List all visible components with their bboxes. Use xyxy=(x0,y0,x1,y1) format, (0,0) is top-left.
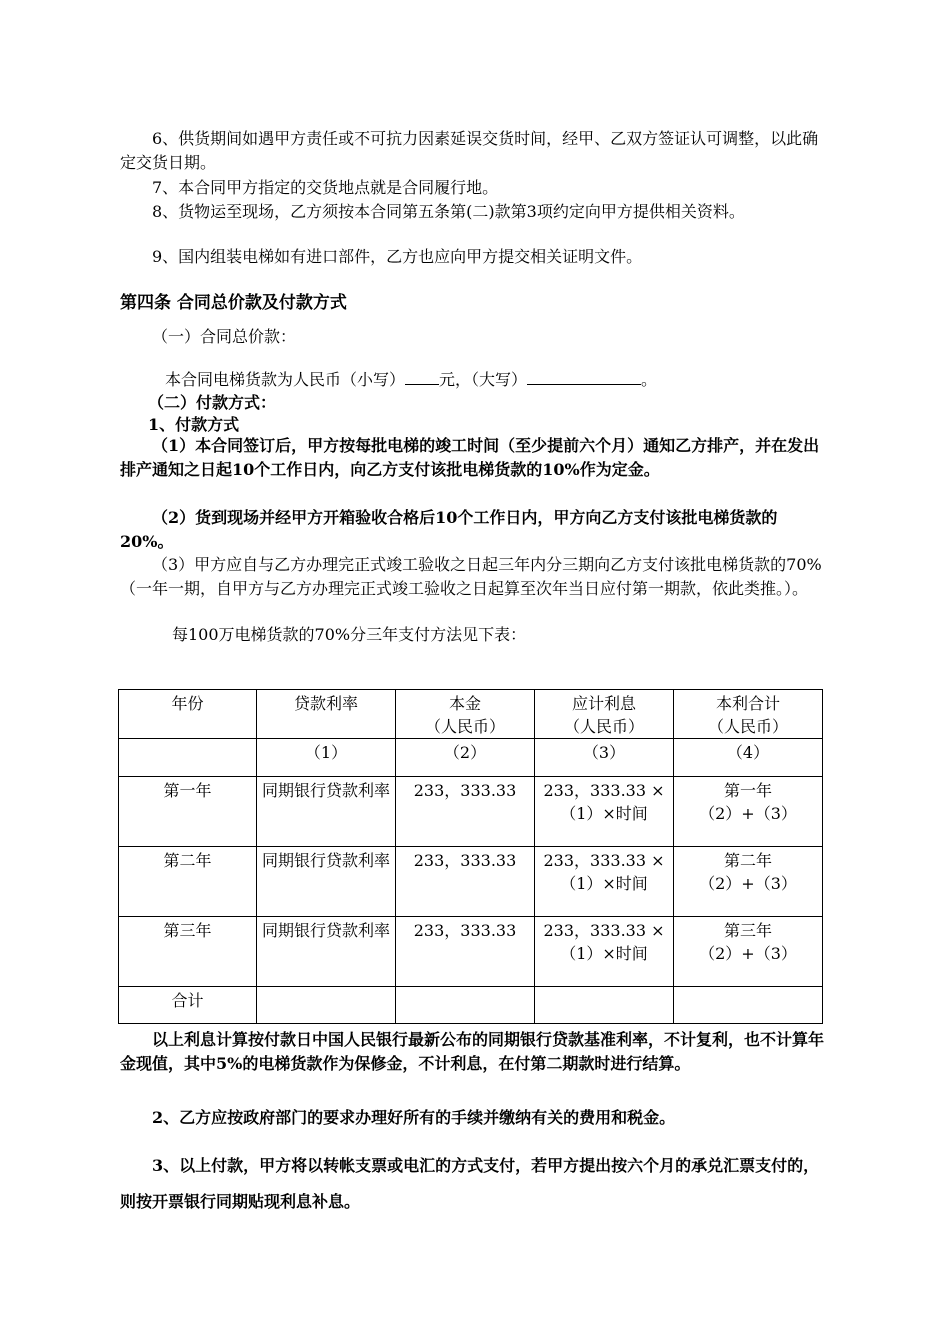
clause-item-8: 8、货物运至现场，乙方须按本合同第五条第(二)款第3项约定向甲方提供相关资料。 xyxy=(152,202,745,221)
code-cell: （2） xyxy=(396,739,535,777)
table-intro: 每100万电梯货款的70%分三年支付方法见下表： xyxy=(172,625,527,644)
table-cell: 233，333.33 xyxy=(396,917,535,987)
price-end: 。 xyxy=(641,370,658,389)
table-row xyxy=(119,777,823,847)
clause-item-9: 9、国内组装电梯如有进口部件，乙方也应向甲方提交相关证明文件。 xyxy=(152,247,643,266)
table-cell: 同期银行贷款利率 xyxy=(257,917,396,987)
table-cell: 233，333.33 xyxy=(396,847,535,917)
table-cell xyxy=(257,987,396,1024)
code-cell xyxy=(119,739,257,777)
section-total-price-heading: （一）合同总价款： xyxy=(152,327,297,346)
payment-term-2: （2）货到现场并经甲方开箱验收合格后10个工作日内，甲方向乙方支付该批电梯货款的20%。 xyxy=(120,508,778,551)
table-cell: 同期银行贷款利率 xyxy=(257,777,396,847)
clause-item-3: 3、以上付款，甲方将以转帐支票或电汇的方式支付，若甲方提出按六个月的承兑汇票支付的，则按开票银行同期贴现利息补息。 xyxy=(120,1156,820,1211)
code-cell: （3） xyxy=(535,739,674,777)
clause-item-2: 2、乙方应按政府部门的要求办理好所有的手续并缴纳有关的费用和税金。 xyxy=(152,1108,676,1127)
header-loan-rate: 贷款利率 xyxy=(257,690,396,739)
header-principal: 本金 （人民币） xyxy=(396,690,535,739)
table-cell: 第二年 xyxy=(119,847,257,917)
payment-schedule-table xyxy=(118,689,823,1024)
table-cell: 第三年 xyxy=(119,917,257,987)
code-cell: （1） xyxy=(257,739,396,777)
table-cell: 第一年 xyxy=(119,777,257,847)
table-cell xyxy=(535,987,674,1024)
price-prefix: 本合同电梯货款为人民币（小写） xyxy=(165,370,406,389)
price-statement xyxy=(165,366,805,392)
header-total: 本利合计 （人民币） xyxy=(674,690,823,739)
payment-term-3: （3）甲方应自与乙方办理完正式竣工验收之日起三年内分三期向乙方支付该批电梯货款的70%（一年一期，自甲方与乙方办理完正式竣工验收之日起算至次年当日应付第一期款，依此类推。）。 xyxy=(120,555,822,598)
amount-lowercase-blank xyxy=(405,366,439,385)
table-cell xyxy=(674,987,823,1024)
table-cell: 233，333.33 ×（1）×时间 xyxy=(535,917,674,987)
table-cell: 233，333.33 ×（1）×时间 xyxy=(535,777,674,847)
table-cell: 第一年 （2）+（3） xyxy=(674,777,823,847)
article-4-heading: 第四条 合同总价款及付款方式 xyxy=(120,293,347,313)
interest-note: 以上利息计算按付款日中国人民银行最新公布的同期银行贷款基准利率，不计复利，也不计算年金现值，其中5%的电梯货款作为保修金，不计利息，在付第二期款时进行结算。 xyxy=(120,1030,825,1073)
section-payment-heading: （二）付款方式： xyxy=(148,393,277,412)
table-code-row xyxy=(119,739,823,777)
code-cell: （4） xyxy=(674,739,823,777)
amount-uppercase-blank xyxy=(527,366,641,385)
price-middle: 元，（大写） xyxy=(439,370,528,389)
header-year: 年份 xyxy=(119,690,257,739)
table-cell: 同期银行贷款利率 xyxy=(257,847,396,917)
table-total-row xyxy=(119,987,823,1024)
clause-item-6: 6、供货期间如遇甲方责任或不可抗力因素延误交货时间，经甲、乙双方签证认可调整，以此确定交货日期。 xyxy=(120,129,819,172)
payment-method-title: 1、付款方式 xyxy=(148,415,240,434)
table-cell: 第二年 （2）+（3） xyxy=(674,847,823,917)
table-header-row xyxy=(119,690,823,739)
table-row xyxy=(119,847,823,917)
total-label: 合计 xyxy=(119,987,257,1024)
header-interest: 应计利息 （人民币） xyxy=(535,690,674,739)
table-cell xyxy=(396,987,535,1024)
payment-term-1: （1）本合同签订后，甲方按每批电梯的竣工时间（至少提前六个月）通知乙方排产，并在发出排产通知之日起10个工作日内，向乙方支付该批电梯货款的10%作为定金。 xyxy=(120,436,820,479)
table-cell: 233，333.33 xyxy=(396,777,535,847)
table-row xyxy=(119,917,823,987)
clause-item-7: 7、本合同甲方指定的交货地点就是合同履行地。 xyxy=(152,178,499,197)
table-cell: 第三年 （2）+（3） xyxy=(674,917,823,987)
table-cell: 233，333.33 ×（1）×时间 xyxy=(535,847,674,917)
